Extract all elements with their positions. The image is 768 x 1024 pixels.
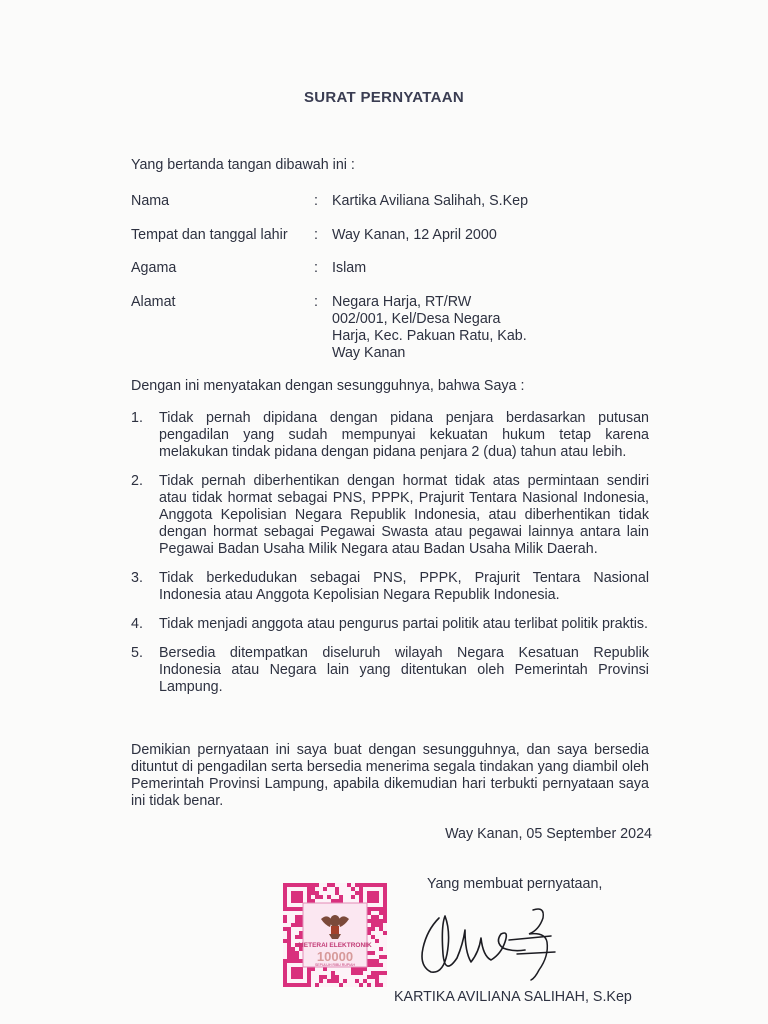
qr-module <box>383 931 387 935</box>
qr-finder <box>367 891 379 903</box>
list-number: 2. <box>131 473 143 489</box>
qr-module <box>311 967 315 971</box>
qr-module <box>351 967 355 971</box>
qr-module <box>335 979 339 983</box>
field-value-address <box>332 294 562 362</box>
list-number: 1. <box>131 410 143 426</box>
qr-module <box>339 899 343 903</box>
qr-module <box>295 955 299 959</box>
qr-module <box>383 971 387 975</box>
qr-module <box>367 983 371 987</box>
closing-paragraph: Demikian pernyataan ini saya buat dengan sesungguhnya, dan saya bersedia dituntut di pengadilan serta bersedia menerima segala tindakan yang diambil oleh Pemerintah Provinsi Lampung, apabila dikemudian hari terbukti pernyataan saya ini tidak benar. <box>131 742 649 809</box>
qr-module <box>379 971 383 975</box>
qr-module <box>383 955 387 959</box>
qr-module <box>323 967 327 971</box>
qr-module <box>375 979 379 983</box>
qr-module <box>315 983 319 987</box>
statement-text: Dengan ini menyatakan dengan sesungguhnya, bahwa Saya : <box>131 378 525 394</box>
qr-module <box>291 923 295 927</box>
qr-module <box>371 927 375 931</box>
field-colon: : <box>314 260 318 276</box>
qr-module <box>371 923 375 927</box>
qr-module <box>287 927 291 931</box>
qr-module <box>299 923 303 927</box>
qr-module <box>367 927 371 931</box>
list-text: Tidak pernah dipidana dengan pidana penjara berdasarkan putusan pengadilan yang sudah mempunyai kekuatan hukum tetap karena melakukan tindak pidana dengan pidana penjara 2 (dua) tahun atau lebih. <box>159 410 649 460</box>
qr-module <box>371 919 375 923</box>
place-date: Way Kanan, 05 September 2024 <box>445 826 652 842</box>
list-number: 3. <box>131 570 143 586</box>
list-item <box>131 616 649 633</box>
field-label-religion: Agama <box>131 260 177 276</box>
list-number: 4. <box>131 616 143 632</box>
qr-module <box>379 963 383 967</box>
qr-module <box>315 883 319 887</box>
qr-module <box>331 979 335 983</box>
field-value-line: Harja, Kec. Pakuan Ratu, Kab. <box>332 328 527 344</box>
list-item <box>131 473 649 558</box>
qr-module <box>287 951 291 955</box>
qr-module <box>335 899 339 903</box>
qr-module <box>363 967 367 971</box>
qr-finder <box>291 967 303 979</box>
qr-module <box>375 915 379 919</box>
field-colon: : <box>314 227 318 243</box>
qr-module <box>331 883 335 887</box>
qr-module <box>375 923 379 927</box>
list-item <box>131 645 649 696</box>
qr-module <box>375 963 379 967</box>
qr-module <box>371 975 375 979</box>
qr-module <box>375 919 379 923</box>
list-item <box>131 570 649 604</box>
stamp-value: 10000 <box>316 949 354 964</box>
maker-label: Yang membuat pernyataan, <box>427 876 603 892</box>
qr-module <box>363 979 367 983</box>
field-value-birth <box>332 227 562 244</box>
qr-module <box>375 971 379 975</box>
qr-module <box>295 915 299 919</box>
qr-module <box>339 983 343 987</box>
qr-module <box>335 975 339 979</box>
field-label-address: Alamat <box>131 294 176 310</box>
field-value-line: Way Kanan <box>332 345 406 361</box>
qr-module <box>371 915 375 919</box>
qr-module <box>287 935 291 939</box>
field-colon: : <box>314 294 318 310</box>
qr-module <box>367 963 371 967</box>
qr-module <box>311 887 315 891</box>
qr-module <box>367 975 371 979</box>
field-value-line: Negara Harja, RT/RW <box>332 294 472 310</box>
qr-module <box>367 919 371 923</box>
qr-module <box>383 919 387 923</box>
qr-module <box>311 883 315 887</box>
field-value-line: Kartika Aviliana Salihah, S.Kep <box>332 193 529 209</box>
qr-module <box>375 975 379 979</box>
list-number: 5. <box>131 645 143 661</box>
qr-module <box>335 887 339 891</box>
qr-module <box>351 895 355 899</box>
qr-module <box>315 891 319 895</box>
qr-module <box>295 935 299 939</box>
field-value-religion <box>332 260 562 277</box>
list-text: Tidak berkedudukan sebagai PNS, PPPK, Prajurit Tentara Nasional Indonesia atau Anggota Kepolisian Negara Republik Indonesia. <box>159 570 649 603</box>
qr-module <box>315 895 319 899</box>
qr-module <box>375 983 379 987</box>
qr-module <box>295 919 299 923</box>
qr-module <box>371 959 375 963</box>
qr-module <box>383 911 387 915</box>
qr-module <box>299 931 303 935</box>
qr-module <box>355 971 359 975</box>
qr-module <box>283 915 287 919</box>
intro-text: Yang bertanda tangan dibawah ini : <box>131 157 355 173</box>
qr-module <box>367 951 371 955</box>
qr-module <box>311 899 315 903</box>
qr-module <box>371 951 375 955</box>
qr-module <box>355 891 359 895</box>
qr-module <box>323 887 327 891</box>
qr-finder <box>291 891 303 903</box>
qr-module <box>327 883 331 887</box>
stamp-footer: SEPULUH RIBU RUPIAH <box>314 963 356 967</box>
qr-module <box>359 967 363 971</box>
qr-module <box>335 891 339 895</box>
qr-module <box>295 923 299 927</box>
qr-module <box>355 883 359 887</box>
qr-module <box>371 963 375 967</box>
qr-module <box>351 887 355 891</box>
stamp-label: METERAI ELEKTRONIK <box>298 942 372 949</box>
field-value-line: Way Kanan, 12 April 2000 <box>332 227 497 243</box>
qr-module <box>379 911 383 915</box>
qr-module <box>367 911 371 915</box>
qr-module <box>327 895 331 899</box>
list-text: Bersedia ditempatkan diseluruh wilayah Negara Kesatuan Republik Indonesia atau Negara lain yang ditentukan oleh Pemerintah Provinsi Lampung. <box>159 645 649 695</box>
qr-module <box>359 971 363 975</box>
qr-module <box>287 943 291 947</box>
qr-module <box>383 915 387 919</box>
qr-module <box>323 975 327 979</box>
qr-module <box>339 895 343 899</box>
qr-module <box>379 923 383 927</box>
qr-module <box>355 967 359 971</box>
qr-module <box>375 959 379 963</box>
statement-list <box>131 410 649 708</box>
qr-module <box>331 975 335 979</box>
qr-module <box>319 895 323 899</box>
qr-module <box>371 971 375 975</box>
qr-module <box>347 883 351 887</box>
qr-module <box>283 927 287 931</box>
qr-module <box>379 947 383 951</box>
qr-module <box>355 979 359 983</box>
list-text: Tidak menjadi anggota atau pengurus partai politik atau terlibat politik praktis. <box>159 616 649 632</box>
qr-module <box>295 951 299 955</box>
qr-module <box>291 947 295 951</box>
qr-module <box>291 951 295 955</box>
document-title: SURAT PERNYATAAN <box>303 89 465 106</box>
list-item <box>131 410 649 461</box>
qr-module <box>331 971 335 975</box>
field-value-name <box>332 193 562 210</box>
qr-module <box>375 939 379 943</box>
signer-name: KARTIKA AVILIANA SALIHAH, S.Kep <box>394 989 632 1005</box>
qr-module <box>283 919 287 923</box>
qr-module <box>371 935 375 939</box>
qr-module <box>319 975 323 979</box>
qr-module <box>379 919 383 923</box>
field-value-line: Islam <box>332 260 367 276</box>
qr-module <box>367 931 371 935</box>
qr-module <box>319 979 323 983</box>
qr-module <box>359 983 363 987</box>
field-label-name: Nama <box>131 193 170 209</box>
qr-module <box>379 955 383 959</box>
qr-module <box>379 927 383 931</box>
qr-module <box>367 959 371 963</box>
qr-module <box>343 979 347 983</box>
qr-module <box>283 939 287 943</box>
e-meterai-stamp <box>283 883 387 987</box>
field-colon: : <box>314 193 318 209</box>
qr-module <box>351 971 355 975</box>
qr-module <box>299 915 303 919</box>
qr-module <box>287 947 291 951</box>
qr-module <box>287 931 291 935</box>
qr-module <box>379 983 383 987</box>
field-value-line: 002/001, Kel/Desa Negara <box>332 311 501 327</box>
qr-module <box>287 955 291 959</box>
qr-module <box>299 935 303 939</box>
handwritten-signature-icon <box>405 896 565 988</box>
qr-module <box>327 979 331 983</box>
qr-module <box>311 891 315 895</box>
qr-module <box>287 939 291 943</box>
qr-module <box>331 899 335 903</box>
list-text: Tidak pernah diberhentikan dengan hormat tidak atas permintaan sendiri atau tidak hormat sebagai PNS, PPPK, Prajurit Tentara Nasional Indonesia, Anggota Kepolisian Negara Republik Indonesia, atau diberhentikan tidak dengan hormat sebagai Pegawai Swasta atau pegawai lainnya antara lain Pegawai Badan Usaha Milik Negara atau Badan Usaha Milik Daerah. <box>159 473 649 557</box>
qr-module <box>299 919 303 923</box>
qr-module <box>291 955 295 959</box>
field-label-birth: Tempat dan tanggal lahir <box>131 227 288 243</box>
